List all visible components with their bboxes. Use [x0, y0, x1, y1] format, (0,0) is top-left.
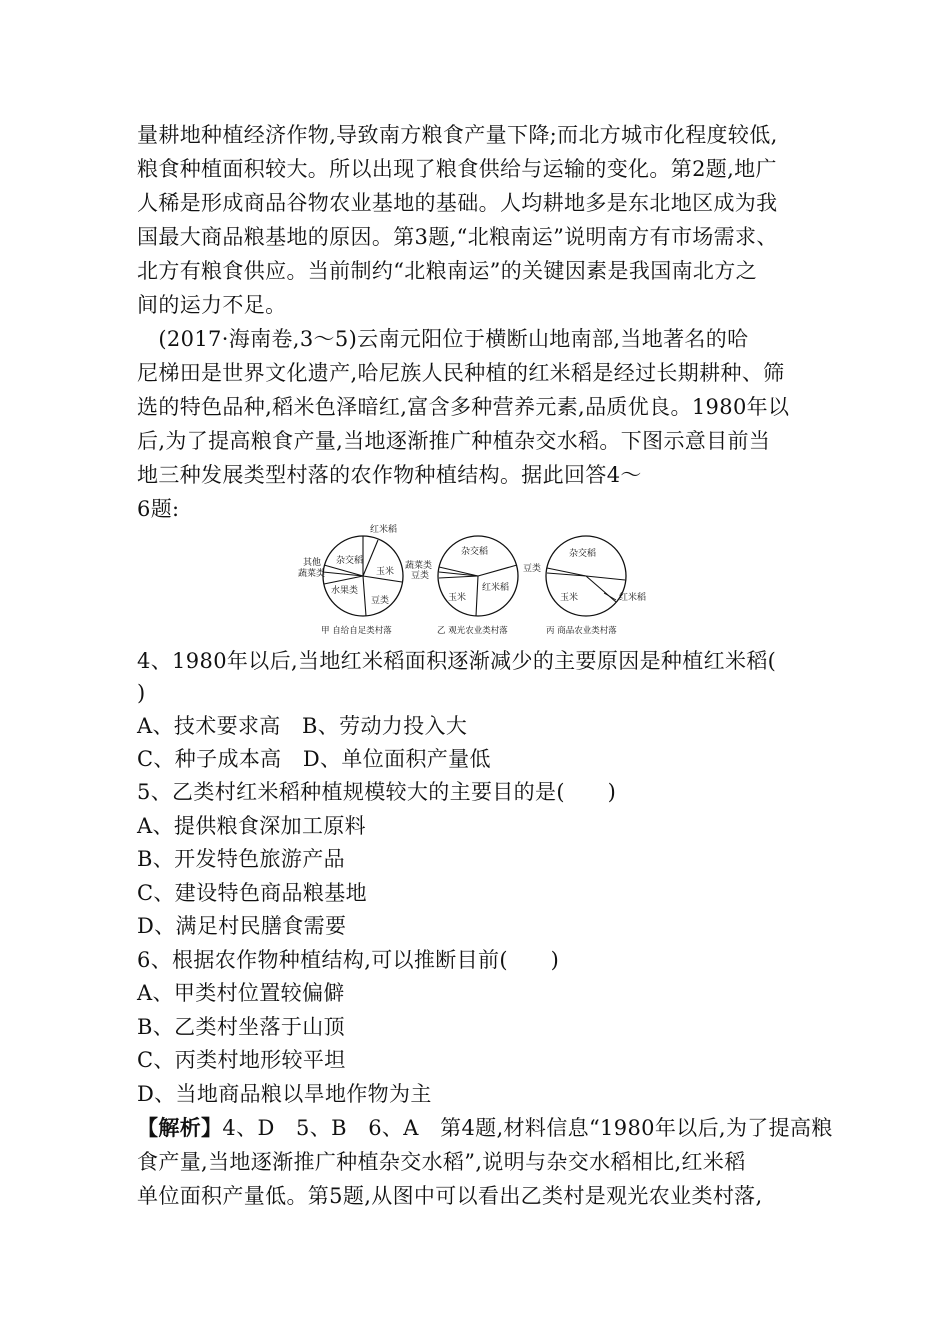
analysis-tag: 【解析】 [137, 1115, 223, 1140]
pie-yi-divider [439, 567, 478, 576]
question-5-option-d: D、满足村民膳食需要 [137, 914, 347, 938]
pie-bing-caption: 丙 商品农业类村落 [546, 626, 617, 636]
text-line: 地三种发展类型村落的农作物种植结构。据此回答4～ [137, 463, 642, 487]
text-line: 粮食种植面积较大。所以出现了粮食供给与运输的变化。第2题,地广 [137, 157, 777, 181]
question-5-option-a: A、提供粮食深加工原料 [137, 814, 367, 838]
pie-bing-label-dou: 豆类 [523, 564, 542, 574]
text-line: 量耕地种植经济作物,导致南方粮食产量下降;而北方城市化程度较低, [137, 123, 778, 147]
text-line: 尼梯田是世界文化遗产,哈尼族人民种植的红米稻是经过长期耕种、筛 [137, 361, 785, 385]
pie-jia-label-yumi: 玉米 [376, 567, 395, 577]
pie-yi-divider [439, 576, 478, 578]
pie-bing-label-zajiao: 杂交稻 [569, 549, 597, 559]
text-line: 后,为了提高粮食产量,当地逐渐推广种植杂交水稻。下图示意目前当 [137, 429, 771, 453]
question-6-option-d: D、当地商品粮以旱地作物为主 [137, 1082, 432, 1106]
pie-yi-label-dou: 豆类 [411, 571, 430, 581]
pie-yi-caption: 乙 观光农业类村落 [437, 626, 508, 636]
text-line: 北方有粮食供应。当前制约“北粮南运”的关键因素是我国南北方之 [137, 259, 757, 283]
text-line: 人稀是形成商品谷物农业基地的基础。人均耕地多是东北地区成为我 [137, 191, 778, 215]
analysis-line: 食产量,当地逐渐推广种植杂交水稻”,说明与杂交水稻相比,红米稻 [137, 1150, 746, 1174]
question-4: 4、1980年以后,当地红米稻面积逐渐减少的主要原因是种植红米稻( [137, 649, 777, 673]
text-line: 选的特色品种,稻米色泽暗红,富含多种营养元素,品质优良。1980年以 [137, 395, 790, 419]
question-4-options-ab: A、技术要求高 B、劳动力投入大 [137, 714, 468, 738]
question-5: 5、乙类村红米稻种植规模较大的主要目的是( ) [137, 780, 617, 804]
pie-bing-divider [586, 576, 625, 580]
text-line: 国最大商品粮基地的原因。第3题,“北粮南运”说明南方有市场需求、 [137, 225, 778, 249]
question-6-option-c: C、丙类村地形较平坦 [137, 1048, 346, 1072]
pie-bing-label-hongmi: 红米稻 [619, 593, 647, 603]
crop-structure-figure [298, 520, 668, 640]
pie-bing-divider [586, 576, 616, 602]
text-line: (2017·海南卷,3～5)云南元阳位于横断山地南部,当地著名的哈 [137, 327, 749, 351]
pie-jia-caption: 甲 自给自足类村落 [321, 626, 392, 636]
text-line: 间的运力不足。 [137, 293, 287, 317]
pie-jia-label-shuiguo: 水果类 [331, 586, 359, 596]
pie-yi-divider [478, 565, 517, 576]
pie-jia-label-zajiao: 杂交稻 [336, 556, 364, 566]
analysis-text: 4、D 5、B 6、A 第4题,材料信息“1980年以后,为了提高粮 [222, 1116, 833, 1140]
question-6: 6、根据农作物种植结构,可以推断目前( ) [137, 948, 560, 972]
pie-bing-leader-line [604, 593, 616, 600]
pie-jia [298, 523, 403, 636]
question-5-option-c: C、建设特色商品粮基地 [137, 881, 367, 905]
pie-jia-label-dou: 豆类 [371, 596, 390, 606]
pie-yi-label-zajiao: 杂交稻 [461, 547, 489, 557]
pie-jia-divider [324, 576, 363, 584]
pie-bing-label-yumi: 玉米 [560, 593, 579, 603]
pie-charts-svg [298, 520, 668, 640]
pie-jia-label-qita: 其他 [303, 558, 322, 568]
text-line: 6题: [137, 497, 180, 521]
question-6-option-a: A、甲类村位置较偏僻 [137, 981, 345, 1005]
question-4-paren: ) [137, 681, 146, 705]
pie-yi-label-shucai: 蔬菜类 [405, 561, 433, 571]
pie-jia-label-shucai: 蔬菜类 [298, 569, 326, 579]
pie-jia-divider [363, 576, 366, 616]
analysis-line: 单位面积产量低。第5题,从图中可以看出乙类村是观光农业类村落, [137, 1184, 763, 1208]
pie-bing [523, 536, 646, 636]
question-4-options-cd: C、种子成本高 D、单位面积产量低 [137, 747, 491, 771]
analysis-line [137, 1111, 833, 1145]
pie-jia-label-hongmi: 红米稻 [370, 525, 398, 535]
question-5-option-b: B、开发特色旅游产品 [137, 847, 345, 871]
pie-yi [405, 536, 518, 636]
pie-yi-label-hongmi: 红米稻 [482, 583, 510, 593]
question-6-option-b: B、乙类村坐落于山顶 [137, 1015, 345, 1039]
pie-yi-divider [439, 572, 478, 576]
pie-yi-divider [476, 576, 478, 616]
pie-yi-label-yumi: 玉米 [448, 593, 467, 603]
